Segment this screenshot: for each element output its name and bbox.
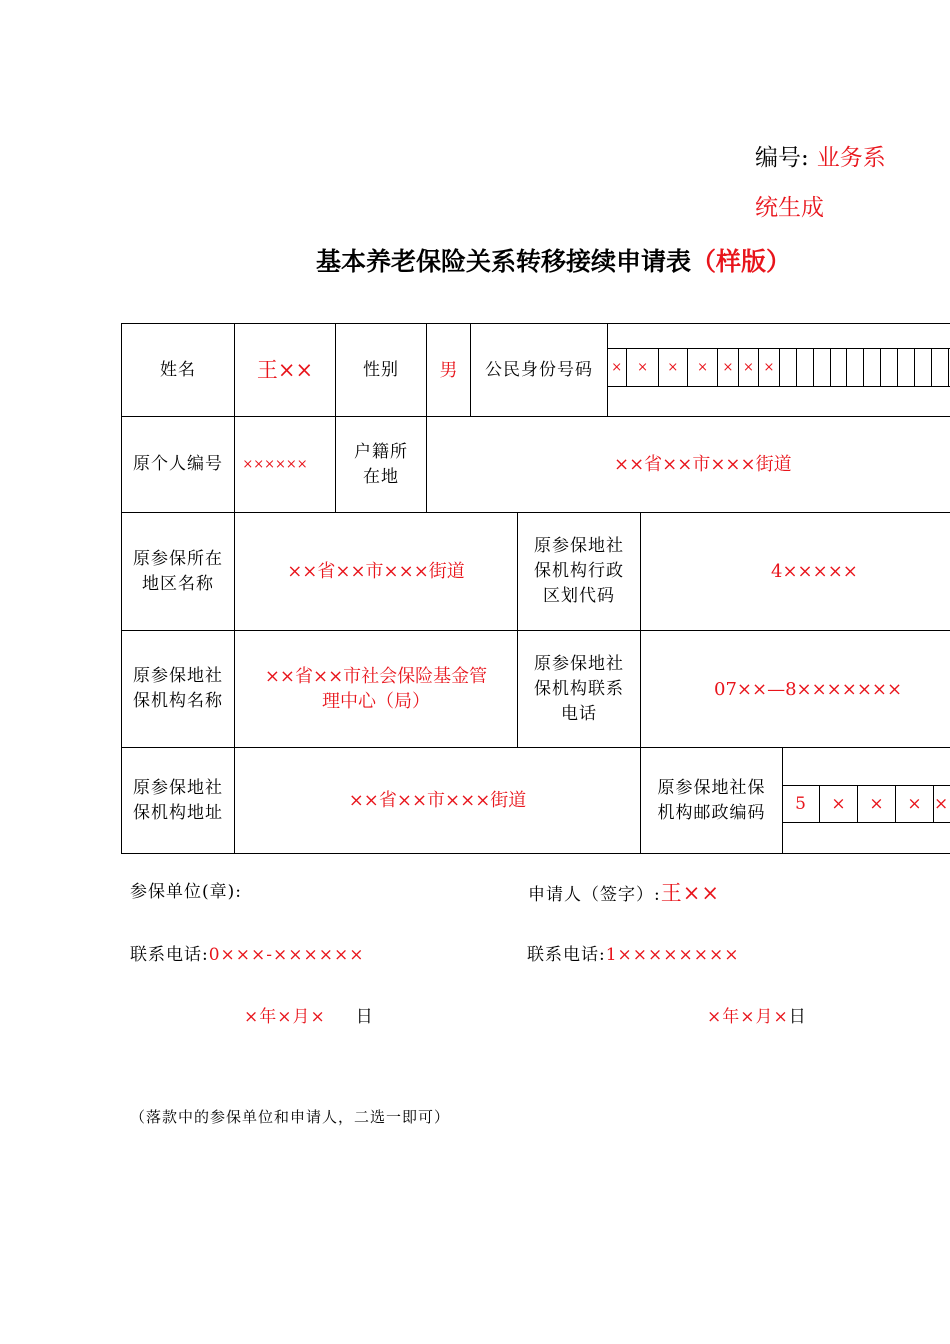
name-label: 姓名 [160, 359, 196, 380]
title-sample: （样版） [691, 247, 792, 276]
agency-label-line: 原参保地社 [133, 666, 223, 686]
region-value: ××省××市×××街道 [287, 561, 465, 582]
unit-phone-value: 0×××-×××××× [208, 945, 365, 965]
name-value: 王×× [256, 357, 314, 382]
id-digit-box [607, 348, 950, 386]
rule [607, 386, 950, 387]
applicant-date-value: ×年×月× [707, 1007, 789, 1027]
unit-date-day: 日 [355, 1007, 374, 1027]
agency-value-line: ××省××市社会保险基金管 [264, 666, 488, 687]
id-digit [780, 348, 797, 386]
orig-number-value: ×××××× [242, 457, 308, 472]
phone-label-line: 原参保地社 [534, 653, 624, 674]
applicant-phone [527, 940, 740, 965]
unit-date [244, 1002, 374, 1027]
hukou-value: ××省××市×××街道 [614, 454, 792, 475]
id-digit [847, 348, 864, 386]
postcode-label [641, 748, 782, 853]
postcode-digit: × [858, 785, 896, 822]
region-label-line: 原参保所在 [133, 548, 223, 569]
hukou-label-line: 户籍所 [354, 441, 408, 462]
postcode-digit: × [934, 793, 949, 814]
id-digit [814, 348, 831, 386]
gender-label: 性别 [363, 359, 399, 380]
unit-seal-label: 参保单位(章): [130, 882, 242, 902]
applicant-value: 王×× [660, 881, 720, 905]
id-digit: × [627, 348, 658, 386]
id-digit: × [718, 348, 738, 386]
postcode-label-line: 机构邮政编码 [657, 802, 766, 823]
id-digit: × [659, 348, 688, 386]
region-label-line: 地区名称 [142, 573, 214, 594]
doc-number-value-2: 统生成 [755, 195, 824, 221]
postcode-digit: × [820, 785, 858, 822]
agency-label [122, 631, 234, 747]
applicant-signature [528, 877, 720, 907]
agency-value-line: 理中心（局） [322, 691, 430, 712]
footnote: （落款中的参保单位和申请人，二选一即可） [130, 1108, 451, 1126]
id-digit [898, 348, 915, 386]
id-digit: × [759, 348, 779, 386]
agency-phone-value: 07××—8××××××× [714, 678, 903, 700]
orig-number-label: 原个人编号 [133, 454, 223, 474]
unit-phone [130, 940, 365, 965]
id-digit [881, 348, 898, 386]
agency-value [235, 631, 517, 747]
id-digit [797, 348, 814, 386]
postcode-digit-box [782, 785, 950, 822]
postcode-label-line: 原参保地社保 [657, 777, 766, 798]
division-label-line: 区划代码 [543, 586, 615, 606]
applicant-label: 申请人（签字）: [528, 885, 661, 905]
id-digit: × [739, 348, 759, 386]
doc-number-label: 编号: [755, 145, 809, 171]
id-digit [831, 348, 848, 386]
rule [121, 853, 950, 854]
unit-date-value: ×年×月× [244, 1007, 326, 1027]
region-label [122, 513, 234, 630]
rule [782, 822, 950, 823]
id-digit [864, 348, 881, 386]
division-label [518, 513, 640, 630]
gender-value: 男 [439, 359, 458, 381]
division-label-line: 保机构行政 [534, 561, 624, 581]
postcode-digit: × [896, 785, 934, 822]
id-digit: × [607, 348, 627, 386]
division-value: 4××××× [771, 561, 858, 582]
division-label-line: 原参保地社 [534, 536, 624, 556]
id-digit: × [688, 348, 718, 386]
doc-number-value-1: 业务系 [816, 145, 886, 171]
phone-label-line: 保机构联系 [534, 678, 624, 699]
unit-phone-label: 联系电话: [130, 945, 209, 965]
title-main: 基本养老保险关系转移接续申请表 [316, 247, 692, 276]
applicant-phone-label: 联系电话: [527, 945, 606, 965]
id-digit [932, 348, 949, 386]
hukou-label-line: 在地 [363, 466, 399, 487]
hukou-label [336, 417, 426, 512]
address-value: ××省××市×××街道 [348, 790, 527, 811]
address-label-line: 原参保地社 [133, 777, 223, 798]
id-label: 公民身份号码 [485, 359, 593, 380]
address-label [122, 748, 234, 853]
agency-phone-label [518, 631, 640, 747]
address-label-line: 保机构地址 [133, 802, 223, 823]
applicant-phone-value: 1×××××××× [605, 945, 740, 965]
id-digit [915, 348, 932, 386]
phone-label-line: 电话 [561, 703, 597, 724]
postcode-digit: 5 [782, 785, 820, 822]
applicant-date-day: 日 [788, 1007, 807, 1027]
agency-label-line: 保机构名称 [133, 691, 223, 711]
applicant-date [707, 1002, 807, 1027]
